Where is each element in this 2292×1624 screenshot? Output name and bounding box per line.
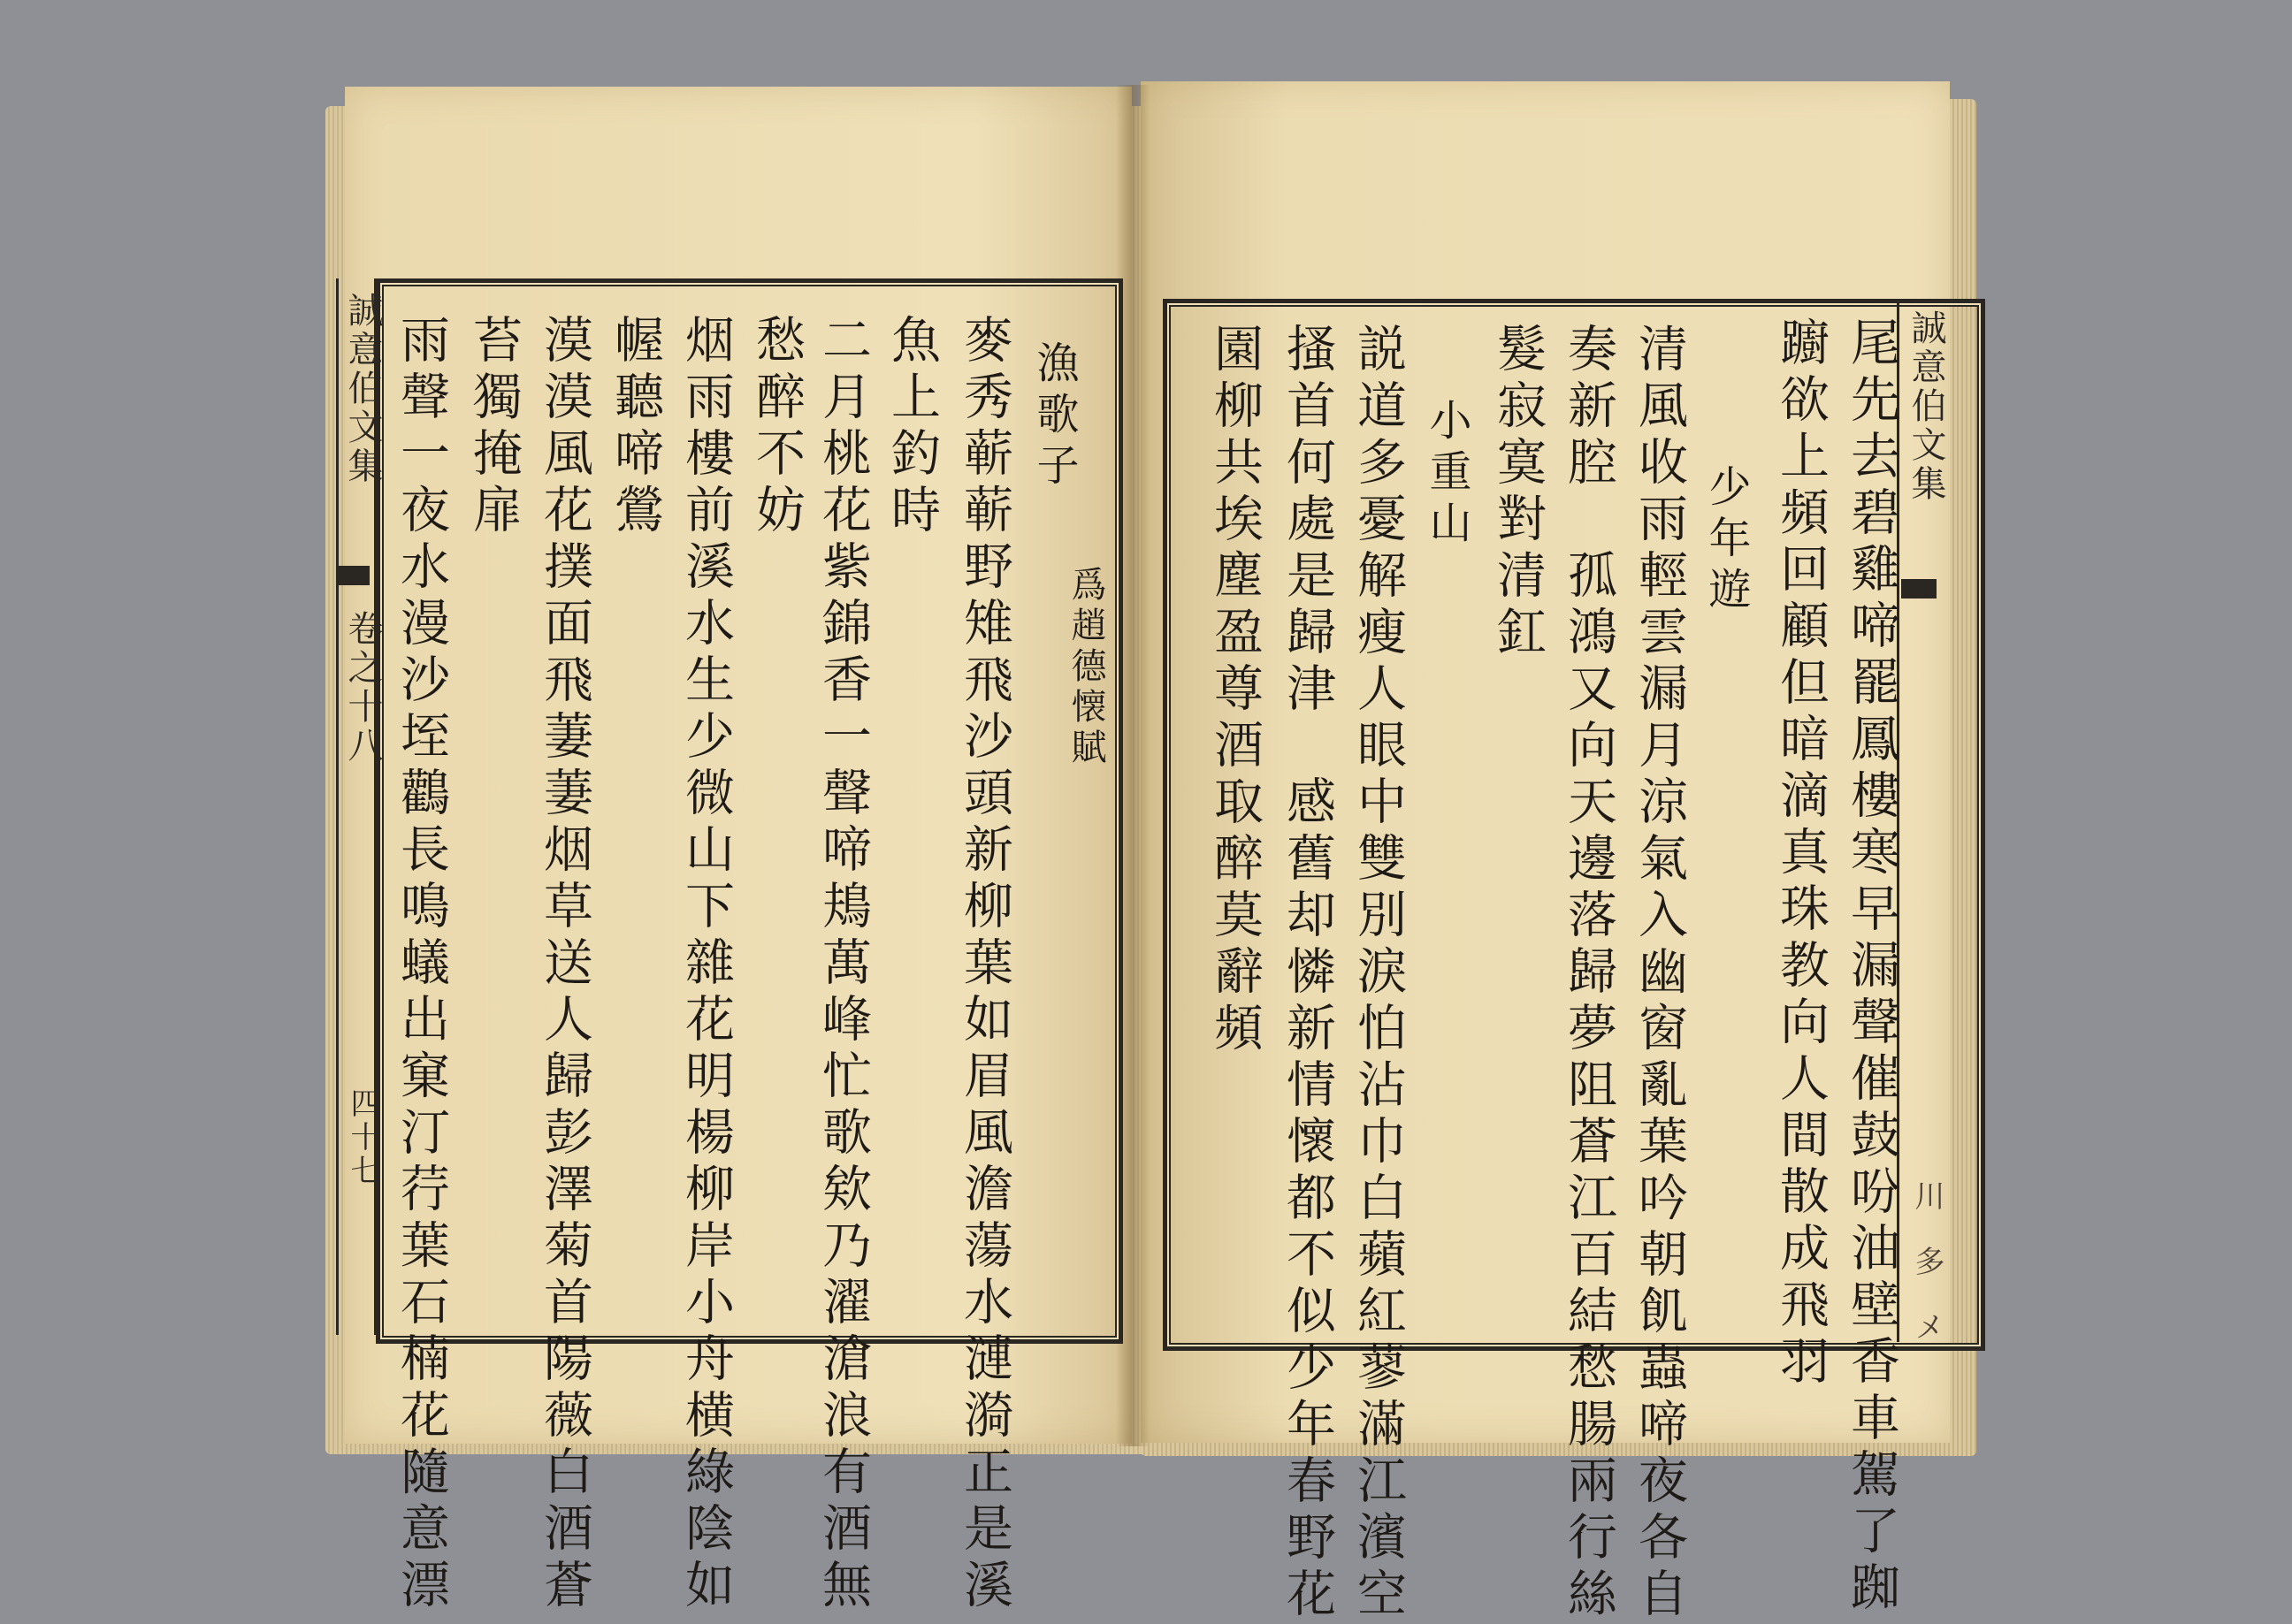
left-col-6: 愁醉不妨: [748, 314, 806, 540]
right-col-4: 清風收雨輕雲漏月涼氣入幽窗亂葉吟朝飢蟲啼夜各自: [1631, 323, 1688, 1624]
right-band-title: 誠意伯文集: [1906, 309, 1946, 504]
right-col-10: 園柳共埃塵盈尊酒取醉莫辭頻: [1206, 323, 1264, 1058]
left-col-8: 幄聽啼鶯: [607, 314, 664, 540]
right-col-9: 搔首何處是歸津 感舊却憐新情懷都不似少年春野花: [1279, 323, 1336, 1624]
left-col-7: 烟雨樓前溪水生少微山下雜花明楊柳岸小舟横綠陰如: [677, 314, 735, 1615]
right-col-6: 髮寂寞對清釭: [1489, 323, 1547, 662]
right-col-1: 尾先去碧雞啼罷鳳樓寒早漏聲催鼓吩油壁香車駕了踟: [1843, 316, 1900, 1618]
left-col-10: 苔獨掩扉: [465, 314, 523, 540]
right-col-2: 躕欲上頻回顧但暗滴真珠教向人間散成飛羽: [1772, 316, 1830, 1391]
fishtail-mark: [338, 566, 370, 585]
band-volume: 卷之十八: [342, 610, 383, 766]
right-fishtail-mark: [1901, 579, 1937, 599]
left-col-3: 麥秀蕲蕲野雉飛沙頭新柳葉如眉風澹蕩水漣漪正是溪: [956, 314, 1013, 1615]
band-title: 誠意伯文集: [342, 292, 383, 486]
left-col-1: 漁歌子: [1029, 340, 1079, 494]
right-edge-mark: 川 多 メ: [1909, 1180, 1944, 1341]
right-col-3: 少年遊: [1701, 464, 1751, 618]
left-col-9: 漠漠風花撲面飛萋萋烟草送人歸彭澤菊首陽薇白酒蒼: [536, 314, 593, 1615]
left-col-5: 二月桃花紫錦香一聲啼鳺萬峰忙歌欸乃濯滄浪有酒無: [814, 314, 872, 1615]
band-page-number: 四十七: [345, 1087, 380, 1188]
left-col-11: 雨聲一夜水漫沙垤鸛長鳴蟻出窠汀荇葉石楠花隨意漂: [393, 314, 450, 1615]
right-col-5: 奏新腔 孤鴻又向天邊落歸夢阻蒼江百結愁腸兩行絲: [1560, 323, 1617, 1624]
left-col-2: 爲趙德懐賦: [1066, 566, 1106, 769]
left-col-4: 魚上釣時: [883, 314, 941, 540]
right-col-7: 小重山: [1422, 398, 1471, 552]
right-col-8: 説道多憂解瘦人眼中雙別淚怕沾巾白蘋紅蓼滿江濱空: [1349, 323, 1407, 1624]
